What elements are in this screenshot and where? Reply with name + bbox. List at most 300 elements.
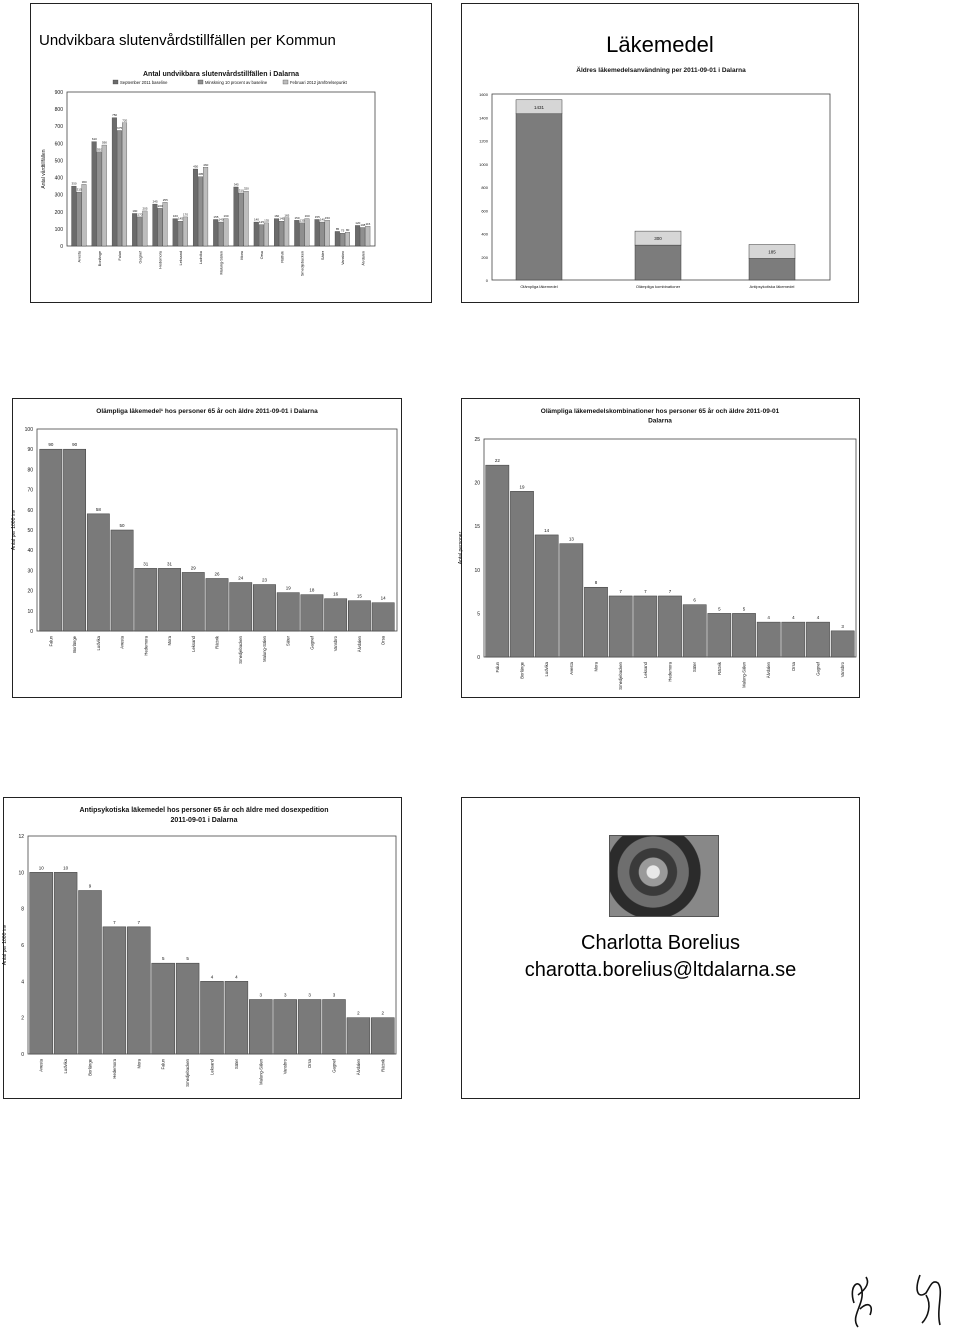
bar-value-label: 3	[259, 992, 263, 998]
category-label: Malung-Sälen	[219, 251, 224, 275]
bar-value-label: 190	[132, 208, 138, 213]
y-tick-label: 4	[21, 979, 24, 986]
bar	[277, 593, 299, 631]
bar	[298, 1000, 321, 1055]
category-label: Avesta	[568, 662, 574, 675]
bar-value-label: 3	[841, 623, 844, 629]
legend-label: Februari 2012 jämförelsepunkt	[290, 80, 347, 85]
y-tick-label: 600	[481, 208, 488, 214]
category-label: Olämpliga kombinationer	[635, 284, 681, 289]
bar-value-label: 155	[213, 214, 219, 219]
bar-value-label: 4	[235, 974, 238, 980]
bar-value-label: 120	[355, 220, 361, 225]
y-axis-label: Antal vårdtillfällen	[41, 149, 47, 189]
bar-februari	[224, 219, 229, 246]
category-label: Orsa	[307, 1059, 313, 1069]
y-tick-label: 70	[27, 487, 33, 494]
bar-value-label: 4	[210, 974, 214, 980]
y-tick-label: 50	[27, 528, 33, 534]
legend-label: September 2011 baseline	[120, 80, 168, 85]
bar-september	[112, 118, 117, 246]
y-tick-label: 100	[24, 427, 33, 433]
y-tick-label: 25	[474, 437, 480, 443]
category-label: Hedemora	[667, 662, 673, 682]
legend-swatch	[198, 80, 203, 84]
slide-4	[458, 398, 860, 698]
category-label: Borlänge	[72, 636, 78, 653]
y-tick-label: 300	[54, 192, 63, 199]
bar-value-label: 5	[718, 606, 721, 612]
bar-value-label: 26	[214, 571, 220, 577]
y-axis-label: Antal per 1000 inv	[2, 924, 8, 966]
bar-minskning	[198, 177, 203, 246]
bar-september	[173, 219, 178, 246]
bar	[201, 981, 224, 1054]
bar	[182, 572, 204, 631]
bar	[535, 535, 558, 657]
legend-label: Minskning 10 procent av baseline	[205, 80, 268, 85]
slide-1	[30, 3, 432, 303]
bar-februari	[142, 211, 147, 246]
category-label: Säter	[285, 636, 291, 647]
bar-value-label: 320	[243, 186, 249, 191]
bar	[30, 872, 53, 1054]
category-label: Smedjebacken	[238, 636, 244, 664]
bar-value-label: 3	[332, 992, 336, 998]
bar-value-label: 90	[72, 442, 78, 448]
category-label: Vansbro	[282, 1059, 288, 1075]
bar	[683, 605, 706, 657]
bar-value-label: 7	[619, 588, 622, 594]
category-label: Mora	[136, 1059, 142, 1069]
y-axis-label: Antal per 1000 inv	[11, 509, 17, 551]
bar-minskning	[300, 223, 305, 246]
category-label: Borlänge	[87, 1059, 93, 1076]
bar-value-label: 550	[96, 147, 102, 152]
bar	[708, 613, 731, 657]
bar-value-label: 5	[186, 956, 189, 962]
bar-value-label: 2	[357, 1010, 360, 1016]
bar-value-label: 155	[314, 214, 320, 219]
category-label: Säter	[233, 1059, 239, 1070]
chart-title: Olämpliga läkemedel¹ hos personer 65 år och äldre 2011-09-01 i Dalarna	[96, 408, 318, 415]
y-tick-label: 800	[54, 107, 63, 114]
category-label: Ludvika	[95, 636, 101, 651]
y-tick-label: 6	[21, 943, 24, 949]
bar-februari	[163, 202, 168, 246]
bar-value-label: 90	[48, 442, 54, 448]
y-tick-label: 400	[481, 231, 488, 237]
y-tick-label: 5	[477, 611, 480, 618]
category-label: Vansbro	[840, 662, 846, 678]
bar	[54, 872, 77, 1054]
bar	[806, 622, 829, 657]
bar-september	[72, 186, 77, 246]
bar-value-label: 9	[88, 883, 92, 889]
bar	[103, 927, 126, 1054]
bar-value-label: 135	[264, 218, 270, 223]
category-label: Hedemora	[143, 636, 149, 656]
bar-value-label: 170	[137, 212, 143, 217]
bar-februari	[264, 223, 269, 246]
y-tick-label: 40	[27, 548, 33, 555]
category-label: Ludvika	[63, 1059, 69, 1074]
bar-value-label: 58	[95, 506, 101, 512]
y-tick-label: 700	[54, 124, 63, 131]
category-label: Orsa	[260, 251, 265, 260]
bar	[634, 596, 657, 657]
category-label: Malung-Sälen	[258, 1059, 264, 1085]
y-tick-label: 10	[18, 870, 24, 877]
bar-september	[153, 204, 158, 246]
category-label: Leksand	[178, 251, 183, 266]
slide-3	[12, 398, 402, 698]
bar-value-label: 75	[340, 228, 345, 233]
bar-september	[254, 222, 259, 246]
bar-value-label: 4	[767, 615, 770, 621]
legend-swatch	[283, 80, 288, 84]
category-label: Rättvik	[214, 636, 220, 649]
y-tick-label: 0	[477, 655, 480, 661]
category-label: Vansbro	[333, 636, 339, 652]
bar	[253, 585, 275, 631]
chart-title: Olämpliga läkemedelskombinationer hos personer 65 år och äldre 2011-09-01	[540, 408, 780, 415]
y-tick-label: 30	[27, 568, 33, 575]
bar	[658, 596, 681, 657]
bar-value-label: 7	[113, 919, 116, 925]
category-label: Rättvik	[280, 251, 285, 263]
bar-value-label: 125	[259, 220, 265, 225]
bar-februari	[325, 220, 330, 246]
bar-februari	[284, 218, 289, 246]
bar-value-label: 2	[381, 1010, 385, 1016]
bar-value-label: 31	[143, 561, 149, 567]
y-tick-label: 15	[474, 524, 480, 531]
bar-value-label: 205	[142, 206, 148, 211]
category-label: Älvdalen	[361, 251, 366, 266]
bar-februari	[365, 226, 370, 246]
bar	[225, 981, 248, 1054]
bar-value-label: 10	[38, 865, 44, 871]
bar-value-label: 135	[299, 218, 305, 223]
category-label: Avesta	[119, 636, 125, 649]
bar-value-label: 590	[101, 140, 107, 145]
bar-minskning	[360, 228, 365, 246]
bar-value-label: 115	[365, 221, 371, 226]
bar-februari	[102, 145, 107, 246]
bar-minskning	[259, 225, 264, 246]
y-tick-label: 200	[481, 254, 488, 260]
bar-value-label: 29	[190, 565, 196, 571]
bar-februari	[305, 219, 310, 246]
bar-value-label: 145	[177, 216, 183, 221]
bar-value-label: 85	[335, 226, 340, 231]
chart-subtitle: 2011-09-01 i Dalarna	[170, 817, 238, 824]
category-label: Falun	[160, 1059, 166, 1070]
bar-value-label: 160	[172, 214, 178, 219]
bar-september	[132, 213, 137, 246]
bar-september	[315, 219, 320, 246]
bar	[87, 514, 109, 631]
chart-avoidable-admissions	[33, 64, 379, 300]
flowers-photo	[609, 835, 719, 917]
category-label: Smedjebacken	[618, 662, 624, 690]
bar	[749, 258, 795, 280]
bar-value-label: 160	[304, 214, 310, 219]
bar	[584, 587, 607, 657]
initials-stroke-2	[917, 1275, 940, 1325]
chart-subtitle: Dalarna	[648, 417, 672, 425]
y-tick-label: 1000	[479, 161, 488, 167]
category-label: Avesta	[38, 1059, 44, 1072]
bar-value-label: 145	[279, 216, 285, 221]
bar	[152, 963, 175, 1054]
category-label: Rättvik	[380, 1059, 386, 1072]
bar-value-label: 450	[193, 164, 199, 169]
bar-value-label: 220	[157, 203, 163, 208]
bar-value-label: 345	[233, 182, 239, 187]
y-tick-label: 2	[21, 1015, 24, 1022]
category-label: Ludvika	[544, 662, 550, 677]
category-label: Mora	[593, 662, 599, 672]
y-tick-label: 100	[54, 226, 63, 233]
bar-minskning	[279, 221, 284, 246]
bar-minskning	[158, 208, 163, 246]
category-label: Orsa	[790, 662, 796, 672]
bar-value-label: 160	[223, 214, 229, 219]
bar-value-label: 460	[203, 162, 209, 167]
y-tick-label: 400	[54, 175, 63, 182]
bar	[609, 596, 632, 657]
bar-value-label: 310	[238, 188, 244, 193]
bar-value-label: 4	[792, 615, 795, 621]
bar-value-label: 10	[63, 865, 69, 871]
bar	[635, 245, 681, 280]
bar-september	[193, 169, 198, 246]
y-tick-label: 1600	[479, 92, 488, 97]
category-label: Gagnef	[815, 662, 821, 676]
bar	[158, 568, 180, 631]
bar-value-label: 350	[71, 181, 77, 186]
bar	[325, 599, 347, 631]
bar-minskning	[239, 193, 244, 246]
y-tick-label: 10	[27, 608, 33, 615]
y-tick-label: 1400	[479, 115, 488, 121]
category-label: Mora	[239, 251, 244, 260]
chart-medication-use	[464, 62, 858, 302]
chart-title: Äldres läkemedelsanvändning per 2011-09-01 i Dalarna	[576, 67, 746, 74]
bar	[510, 491, 533, 657]
y-tick-label: 90	[27, 447, 33, 454]
category-label: Gagnef	[309, 636, 315, 650]
category-label: Borlänge	[97, 251, 102, 267]
bar	[323, 1000, 346, 1055]
category-label: Malung-Sälen	[261, 636, 267, 662]
chart-antipsychotics	[4, 798, 401, 1098]
bar-value-label: 245	[152, 199, 158, 204]
category-label: Falun	[48, 636, 54, 647]
bar-september	[213, 219, 218, 246]
category-label: Olämpliga läkemedel	[520, 284, 558, 289]
contact-name: Charlotta Borelius	[581, 932, 740, 954]
bar-value-label: 3	[308, 992, 311, 998]
bar-september	[335, 231, 340, 246]
bar-value-label: 14	[380, 595, 386, 601]
bar-minskning	[137, 217, 142, 246]
category-label: Vansbro	[341, 251, 346, 265]
y-axis-label: Antal personer	[458, 531, 464, 565]
category-label: Ludvika	[199, 251, 204, 265]
bar-minskning	[97, 152, 102, 246]
bar-value-label: 315	[76, 187, 82, 192]
chart-title: Antal undvikbara slutenvårdstillfällen i Dalarna	[143, 71, 299, 78]
bar	[371, 1018, 394, 1054]
bar-september	[355, 225, 360, 246]
bar-value-label: 750	[112, 113, 118, 118]
bar-value-label: 720	[122, 118, 128, 123]
category-label: Älvdalen	[766, 662, 772, 679]
bar-value-label: 19	[519, 484, 525, 490]
bar-value-label: 13	[568, 536, 574, 542]
bar-value-label: 170	[183, 212, 189, 217]
bar	[127, 927, 150, 1054]
bar-value-label: 405	[198, 172, 204, 177]
y-tick-label: 80	[27, 467, 33, 474]
y-tick-label: 500	[54, 158, 63, 165]
bar-value-label: 255	[162, 197, 168, 202]
bar-value-label: 16	[333, 591, 339, 597]
bar-value-label: 6	[693, 597, 696, 603]
bar-value-label: 1431	[533, 104, 545, 110]
category-label: Hedemora	[111, 1059, 117, 1079]
category-label: Avesta	[77, 251, 82, 263]
bar-value-label: 4	[816, 615, 820, 621]
bar-value-label: 7	[137, 919, 141, 925]
bar-september	[274, 219, 279, 246]
bar-value-label: 23	[261, 577, 267, 583]
bar-minskning	[218, 222, 223, 246]
bar	[372, 603, 394, 631]
bar-februari	[82, 184, 87, 246]
category-label: Falun	[118, 251, 123, 261]
bar-value-label: 31	[167, 561, 173, 567]
handwritten-initials	[840, 1265, 955, 1335]
slide-6	[461, 797, 860, 1099]
bar-september	[92, 142, 97, 246]
slide-5	[3, 797, 402, 1099]
bar-februari	[203, 167, 208, 246]
bar	[782, 622, 805, 657]
bar-value-label: 300	[654, 236, 662, 242]
bar	[79, 891, 102, 1055]
y-tick-label: 10	[474, 567, 480, 574]
bar-minskning	[320, 222, 325, 246]
y-tick-label: 600	[54, 141, 63, 148]
category-label: Säter	[320, 251, 325, 261]
category-label: Gagnef	[138, 251, 143, 264]
bar-value-label: 7	[644, 588, 647, 594]
slide-2	[461, 3, 859, 303]
bar-value-label: 160	[274, 214, 280, 219]
bar-februari	[244, 191, 249, 246]
category-label: Leksand	[190, 636, 196, 652]
bar-value-label: 108	[360, 223, 366, 228]
bar-minskning	[77, 192, 82, 246]
y-tick-label: 8	[21, 906, 24, 913]
bar	[176, 963, 199, 1054]
category-label: Mora	[167, 636, 173, 646]
category-label: Gagnef	[331, 1059, 337, 1073]
y-tick-label: 12	[18, 834, 24, 840]
bar-februari	[183, 217, 188, 246]
bar-value-label: 5	[742, 606, 746, 612]
bar-februari	[122, 123, 127, 246]
bar-value-label: 675	[117, 126, 123, 130]
bar-minskning	[117, 131, 122, 247]
bar	[206, 578, 228, 631]
initials-stroke-1	[852, 1277, 871, 1327]
category-label: Älvdalen	[355, 1059, 361, 1076]
bar-value-label: 22	[494, 458, 500, 464]
bar	[249, 1000, 272, 1055]
bar-value-label: 7	[668, 588, 672, 594]
bar	[732, 613, 755, 657]
category-label: Antipsykotiska läkemedel	[749, 284, 795, 289]
slide-2-title: Läkemedel	[606, 32, 714, 57]
bar-value-label: 15	[356, 593, 362, 599]
bar-value-label: 24	[238, 575, 244, 581]
y-tick-label: 200	[54, 209, 63, 216]
bar	[757, 622, 780, 657]
bar	[135, 568, 157, 631]
y-tick-label: 0	[21, 1052, 24, 1058]
bar-minskning	[178, 221, 183, 246]
slide-1-title: Undvikbara slutenvårdstillfällen per Kommun	[39, 32, 336, 49]
bar	[560, 544, 583, 657]
bar-value-label: 18	[309, 587, 315, 593]
category-label: Malung-Sälen	[741, 662, 747, 688]
y-tick-label: 20	[27, 588, 33, 595]
bar	[63, 449, 85, 631]
category-label: Älvdalen	[356, 636, 362, 653]
bar-september	[294, 220, 299, 246]
category-label: Smedjebacken	[300, 251, 305, 277]
bar	[347, 1018, 370, 1054]
bar-value-label: 140	[319, 217, 325, 222]
bar	[111, 530, 133, 631]
bar-september	[234, 187, 239, 246]
y-tick-label: 900	[54, 90, 63, 96]
bar-value-label: 3	[283, 992, 287, 998]
bar-value-label: 8	[594, 580, 598, 586]
y-tick-label: 60	[27, 507, 33, 514]
bar-value-label: 14	[544, 527, 550, 533]
bar	[230, 583, 252, 631]
y-tick-label: 0	[60, 244, 63, 250]
category-label: Leksand	[642, 662, 648, 678]
bar-value-label: 165	[284, 213, 290, 218]
bar-value-label: 5	[161, 956, 165, 962]
y-tick-label: 0	[485, 278, 488, 283]
category-label: Smedjebacken	[185, 1059, 191, 1087]
bar-value-label: 50	[119, 523, 125, 528]
y-tick-label: 800	[481, 185, 488, 190]
bar-value-label: 185	[768, 249, 776, 255]
chart-inappropriate-medication	[13, 399, 401, 697]
bar	[348, 601, 370, 631]
category-label: Säter	[692, 662, 698, 673]
bar-value-label: 140	[218, 217, 224, 222]
